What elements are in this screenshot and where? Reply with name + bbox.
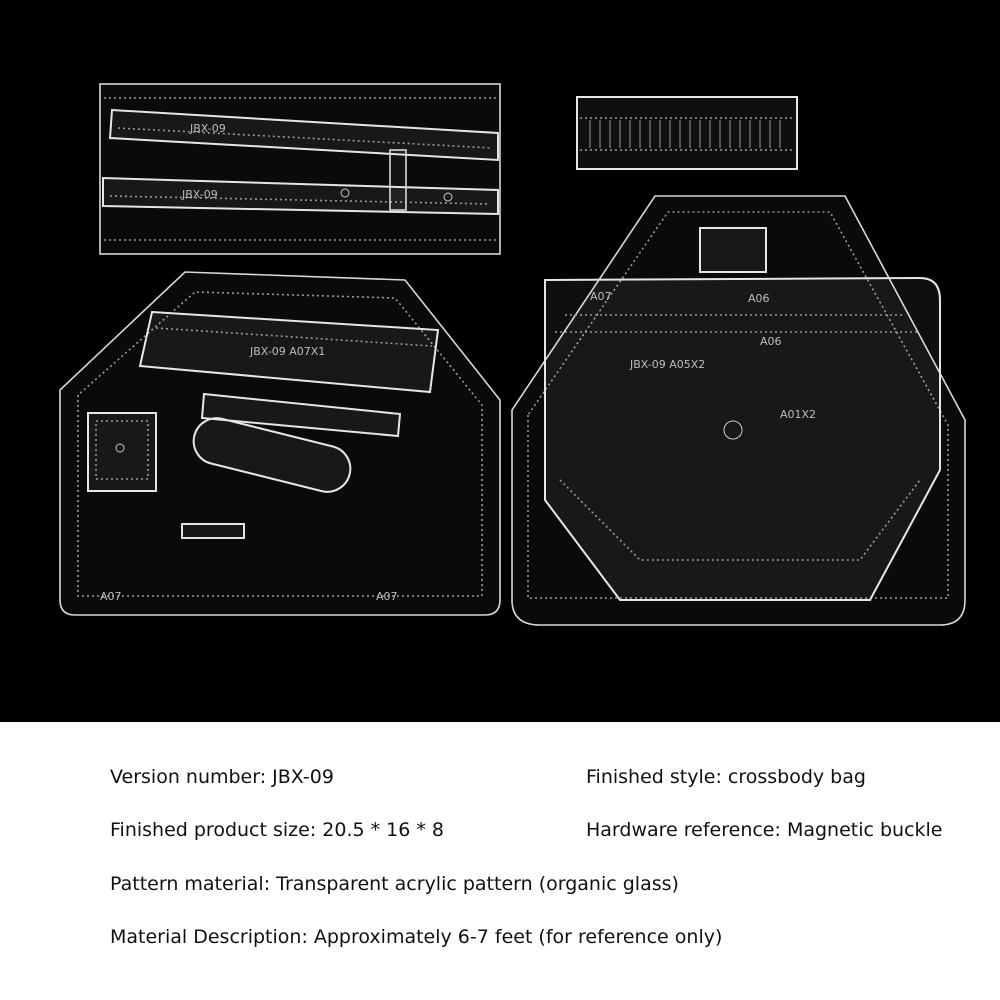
spec-size: Finished product size: 20.5 * 16 * 8 [110,819,445,841]
spec-pattern-material: Pattern material: Transparent acrylic pattern (organic glass) [110,873,679,895]
spec-material-description: Material Description: Approximately 6-7 feet (for reference only) [110,926,723,948]
a07-bottom-left-label: A07 [100,590,122,603]
strap-pieces [100,84,500,254]
a06-top-label: A06 [748,292,770,305]
strap-1-label: JBX-09 [190,122,226,135]
a07-bottom-right-label: A07 [376,590,398,603]
gusset-strip [577,97,797,169]
body-piece-right [512,196,965,625]
body-piece-left [60,272,500,615]
spec-style: Finished style: crossbody bag [586,766,866,788]
spec-hardware: Hardware reference: Magnetic buckle [586,819,943,841]
spec-version: Version number: JBX-09 [110,766,334,788]
a07-top-label: A07 [590,290,612,303]
a01-label: A01X2 [780,408,817,421]
a05-label: JBX-09 A05X2 [630,358,706,371]
strap-2-label: JBX-09 [182,188,218,201]
a06-label: A06 [760,335,782,348]
tab-a07-label: JBX-09 A07X1 [250,345,326,358]
